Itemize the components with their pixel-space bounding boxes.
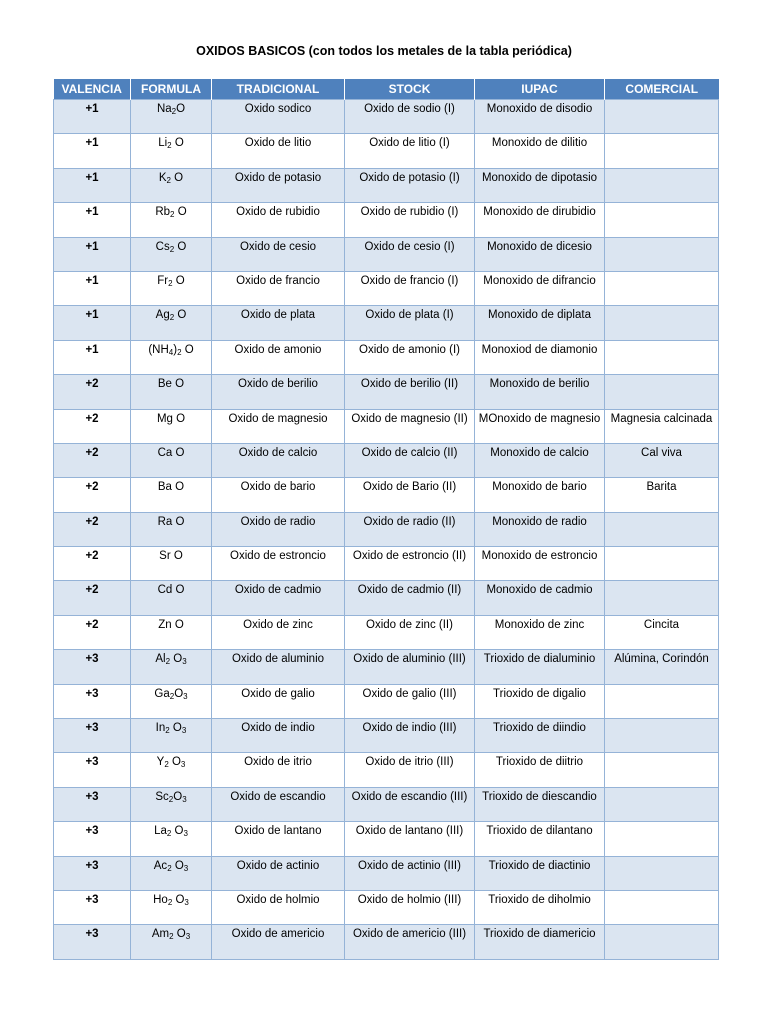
cell-formula: Be O xyxy=(131,375,212,409)
cell-comercial xyxy=(605,719,719,753)
cell-valencia: +2 xyxy=(54,478,131,512)
table-row xyxy=(54,581,719,615)
cell-iupac: Monoxido de dilitio xyxy=(475,134,605,168)
cell-valencia: +1 xyxy=(54,100,131,134)
cell-iupac: Monoxido de bario xyxy=(475,478,605,512)
cell-stock: Oxido de francio (I) xyxy=(345,271,475,305)
oxides-table xyxy=(53,79,719,960)
cell-formula: $(NH_4)_2$ O xyxy=(131,340,212,374)
table-row xyxy=(54,787,719,821)
cell-comercial xyxy=(605,134,719,168)
cell-iupac: Monoxido de zinc xyxy=(475,615,605,649)
cell-stock: Oxido de potasio (I) xyxy=(345,168,475,202)
header-stock: STOCK xyxy=(345,79,475,100)
cell-formula: Ra O xyxy=(131,512,212,546)
header-formula: FORMULA xyxy=(131,79,212,100)
cell-comercial xyxy=(605,375,719,409)
cell-stock: Oxido de plata (I) xyxy=(345,306,475,340)
cell-valencia: +2 xyxy=(54,409,131,443)
cell-stock: Oxido de estroncio (II) xyxy=(345,547,475,581)
cell-valencia: +1 xyxy=(54,271,131,305)
header-iupac: IUPAC xyxy=(475,79,605,100)
cell-stock: Oxido de rubidio (I) xyxy=(345,203,475,237)
cell-tradicional: Oxido de itrio xyxy=(212,753,345,787)
table-row xyxy=(54,890,719,924)
cell-formula: $Ho_2$ $O_3$ xyxy=(131,890,212,924)
cell-formula: $In_2$ $O_3$ xyxy=(131,719,212,753)
cell-tradicional: Oxido de litio xyxy=(212,134,345,168)
cell-stock: Oxido de radio (II) xyxy=(345,512,475,546)
header-tradicional: TRADICIONAL xyxy=(212,79,345,100)
cell-stock: Oxido de litio (I) xyxy=(345,134,475,168)
cell-valencia: +3 xyxy=(54,890,131,924)
cell-formula: $Fr_2$ O xyxy=(131,271,212,305)
table-row xyxy=(54,134,719,168)
cell-tradicional: Oxido de indio xyxy=(212,719,345,753)
table-row xyxy=(54,306,719,340)
cell-valencia: +3 xyxy=(54,719,131,753)
cell-valencia: +2 xyxy=(54,547,131,581)
cell-tradicional: Oxido de cesio xyxy=(212,237,345,271)
cell-tradicional: Oxido de calcio xyxy=(212,443,345,477)
cell-tradicional: Oxido de americio xyxy=(212,925,345,959)
cell-comercial xyxy=(605,203,719,237)
table-row xyxy=(54,409,719,443)
cell-valencia: +3 xyxy=(54,925,131,959)
table-row xyxy=(54,547,719,581)
table-row xyxy=(54,925,719,959)
cell-iupac: Trioxido de diescandio xyxy=(475,787,605,821)
cell-formula: $Al_2$ $O_3$ xyxy=(131,650,212,684)
cell-formula: $Na_2O$ xyxy=(131,100,212,134)
cell-tradicional: Oxido de lantano xyxy=(212,822,345,856)
cell-iupac: Trioxido de diactinio xyxy=(475,856,605,890)
cell-comercial xyxy=(605,271,719,305)
cell-tradicional: Oxido de estroncio xyxy=(212,547,345,581)
table-row xyxy=(54,753,719,787)
cell-stock: Oxido de sodio (I) xyxy=(345,100,475,134)
table-row xyxy=(54,203,719,237)
table-row xyxy=(54,719,719,753)
table-row xyxy=(54,271,719,305)
cell-stock: Oxido de lantano (III) xyxy=(345,822,475,856)
cell-tradicional: Oxido de plata xyxy=(212,306,345,340)
cell-valencia: +3 xyxy=(54,856,131,890)
cell-comercial xyxy=(605,925,719,959)
cell-formula: $Sc_2O_3$ xyxy=(131,787,212,821)
cell-valencia: +3 xyxy=(54,787,131,821)
cell-stock: Oxido de berilio (II) xyxy=(345,375,475,409)
page-title: OXIDOS BASICOS (con todos los metales de la tabla periódica) xyxy=(196,44,572,58)
cell-valencia: +2 xyxy=(54,615,131,649)
cell-tradicional: Oxido de magnesio xyxy=(212,409,345,443)
cell-comercial xyxy=(605,100,719,134)
cell-valencia: +1 xyxy=(54,168,131,202)
cell-formula: $Cs_2$ O xyxy=(131,237,212,271)
cell-iupac: Monoxido de diplata xyxy=(475,306,605,340)
cell-comercial xyxy=(605,168,719,202)
cell-formula: $Rb_2$ O xyxy=(131,203,212,237)
cell-comercial: Magnesia calcinada xyxy=(605,409,719,443)
cell-iupac: Monoxido de calcio xyxy=(475,443,605,477)
cell-formula: $Ac_2$ $O_3$ xyxy=(131,856,212,890)
cell-iupac: Monoxido de berilio xyxy=(475,375,605,409)
cell-comercial: Cal viva xyxy=(605,443,719,477)
cell-formula: $K_2$ O xyxy=(131,168,212,202)
cell-iupac: Monoxido de dipotasio xyxy=(475,168,605,202)
cell-valencia: +3 xyxy=(54,822,131,856)
table-body xyxy=(54,100,719,960)
cell-tradicional: Oxido de zinc xyxy=(212,615,345,649)
cell-tradicional: Oxido de actinio xyxy=(212,856,345,890)
cell-tradicional: Oxido de cadmio xyxy=(212,581,345,615)
cell-formula: $Ga_2O_3$ xyxy=(131,684,212,718)
cell-valencia: +1 xyxy=(54,237,131,271)
cell-valencia: +2 xyxy=(54,512,131,546)
cell-comercial xyxy=(605,340,719,374)
cell-formula: Ba O xyxy=(131,478,212,512)
cell-stock: Oxido de indio (III) xyxy=(345,719,475,753)
cell-valencia: +1 xyxy=(54,306,131,340)
cell-iupac: Monoxido de dirubidio xyxy=(475,203,605,237)
cell-stock: Oxido de itrio (III) xyxy=(345,753,475,787)
cell-valencia: +2 xyxy=(54,375,131,409)
cell-stock: Oxido de escandio (III) xyxy=(345,787,475,821)
cell-formula: Zn O xyxy=(131,615,212,649)
cell-formula: Ca O xyxy=(131,443,212,477)
cell-stock: Oxido de galio (III) xyxy=(345,684,475,718)
cell-comercial xyxy=(605,787,719,821)
table-row xyxy=(54,684,719,718)
table-row xyxy=(54,443,719,477)
cell-comercial xyxy=(605,684,719,718)
cell-formula: Sr O xyxy=(131,547,212,581)
cell-valencia: +2 xyxy=(54,581,131,615)
cell-stock: Oxido de aluminio (III) xyxy=(345,650,475,684)
cell-stock: Oxido de zinc (II) xyxy=(345,615,475,649)
cell-tradicional: Oxido de holmio xyxy=(212,890,345,924)
cell-comercial xyxy=(605,856,719,890)
cell-valencia: +1 xyxy=(54,340,131,374)
cell-valencia: +3 xyxy=(54,650,131,684)
cell-tradicional: Oxido de bario xyxy=(212,478,345,512)
cell-comercial xyxy=(605,306,719,340)
cell-comercial xyxy=(605,512,719,546)
cell-comercial xyxy=(605,237,719,271)
cell-stock: Oxido de calcio (II) xyxy=(345,443,475,477)
cell-iupac: Monoxido de cadmio xyxy=(475,581,605,615)
header-comercial: COMERCIAL xyxy=(605,79,719,100)
cell-valencia: +3 xyxy=(54,684,131,718)
cell-comercial xyxy=(605,753,719,787)
table-row xyxy=(54,340,719,374)
cell-iupac: Trioxido de digalio xyxy=(475,684,605,718)
table-row xyxy=(54,237,719,271)
cell-formula: $Y_2$ $O_3$ xyxy=(131,753,212,787)
table-row xyxy=(54,478,719,512)
cell-stock: Oxido de amonio (I) xyxy=(345,340,475,374)
table-row xyxy=(54,168,719,202)
table-header-row xyxy=(54,79,719,100)
cell-formula: Mg O xyxy=(131,409,212,443)
table-row xyxy=(54,822,719,856)
cell-comercial xyxy=(605,890,719,924)
cell-tradicional: Oxido de francio xyxy=(212,271,345,305)
cell-stock: Oxido de Bario (II) xyxy=(345,478,475,512)
cell-iupac: Monoxido de dicesio xyxy=(475,237,605,271)
cell-formula: $Ag_2$ O xyxy=(131,306,212,340)
cell-iupac: Trioxido de diamericio xyxy=(475,925,605,959)
cell-stock: Oxido de actinio (III) xyxy=(345,856,475,890)
table-row xyxy=(54,375,719,409)
table-row xyxy=(54,100,719,134)
cell-iupac: Monoxido de disodio xyxy=(475,100,605,134)
cell-tradicional: Oxido de escandio xyxy=(212,787,345,821)
cell-valencia: +1 xyxy=(54,203,131,237)
cell-tradicional: Oxido de galio xyxy=(212,684,345,718)
table-row xyxy=(54,512,719,546)
cell-valencia: +1 xyxy=(54,134,131,168)
header-valencia: VALENCIA xyxy=(54,79,131,100)
cell-tradicional: Oxido sodico xyxy=(212,100,345,134)
cell-stock: Oxido de magnesio (II) xyxy=(345,409,475,443)
table-row xyxy=(54,650,719,684)
cell-iupac: Trioxido de diholmio xyxy=(475,890,605,924)
table-row xyxy=(54,615,719,649)
cell-tradicional: Oxido de rubidio xyxy=(212,203,345,237)
cell-tradicional: Oxido de berilio xyxy=(212,375,345,409)
cell-formula: $La_2$ $O_3$ xyxy=(131,822,212,856)
cell-formula: $Li_2$ O xyxy=(131,134,212,168)
cell-comercial xyxy=(605,547,719,581)
cell-stock: Oxido de holmio (III) xyxy=(345,890,475,924)
cell-comercial: Cincita xyxy=(605,615,719,649)
cell-stock: Oxido de americio (III) xyxy=(345,925,475,959)
cell-iupac: Monoxiod de diamonio xyxy=(475,340,605,374)
cell-valencia: +3 xyxy=(54,753,131,787)
cell-iupac: Monoxido de difrancio xyxy=(475,271,605,305)
cell-tradicional: Oxido de aluminio xyxy=(212,650,345,684)
cell-iupac: Trioxido de diindio xyxy=(475,719,605,753)
cell-formula: $Am_2$ $O_3$ xyxy=(131,925,212,959)
cell-iupac: Trioxido de diitrio xyxy=(475,753,605,787)
cell-tradicional: Oxido de radio xyxy=(212,512,345,546)
cell-tradicional: Oxido de potasio xyxy=(212,168,345,202)
cell-iupac: MOnoxido de magnesio xyxy=(475,409,605,443)
cell-iupac: Trioxido de dilantano xyxy=(475,822,605,856)
cell-formula: Cd O xyxy=(131,581,212,615)
cell-iupac: Monoxido de estroncio xyxy=(475,547,605,581)
cell-iupac: Trioxido de dialuminio xyxy=(475,650,605,684)
cell-iupac: Monoxido de radio xyxy=(475,512,605,546)
cell-comercial xyxy=(605,581,719,615)
cell-valencia: +2 xyxy=(54,443,131,477)
cell-tradicional: Oxido de amonio xyxy=(212,340,345,374)
cell-comercial: Barita xyxy=(605,478,719,512)
cell-stock: Oxido de cadmio (II) xyxy=(345,581,475,615)
cell-stock: Oxido de cesio (I) xyxy=(345,237,475,271)
cell-comercial xyxy=(605,822,719,856)
table-row xyxy=(54,856,719,890)
cell-comercial: Alúmina, Corindón xyxy=(605,650,719,684)
